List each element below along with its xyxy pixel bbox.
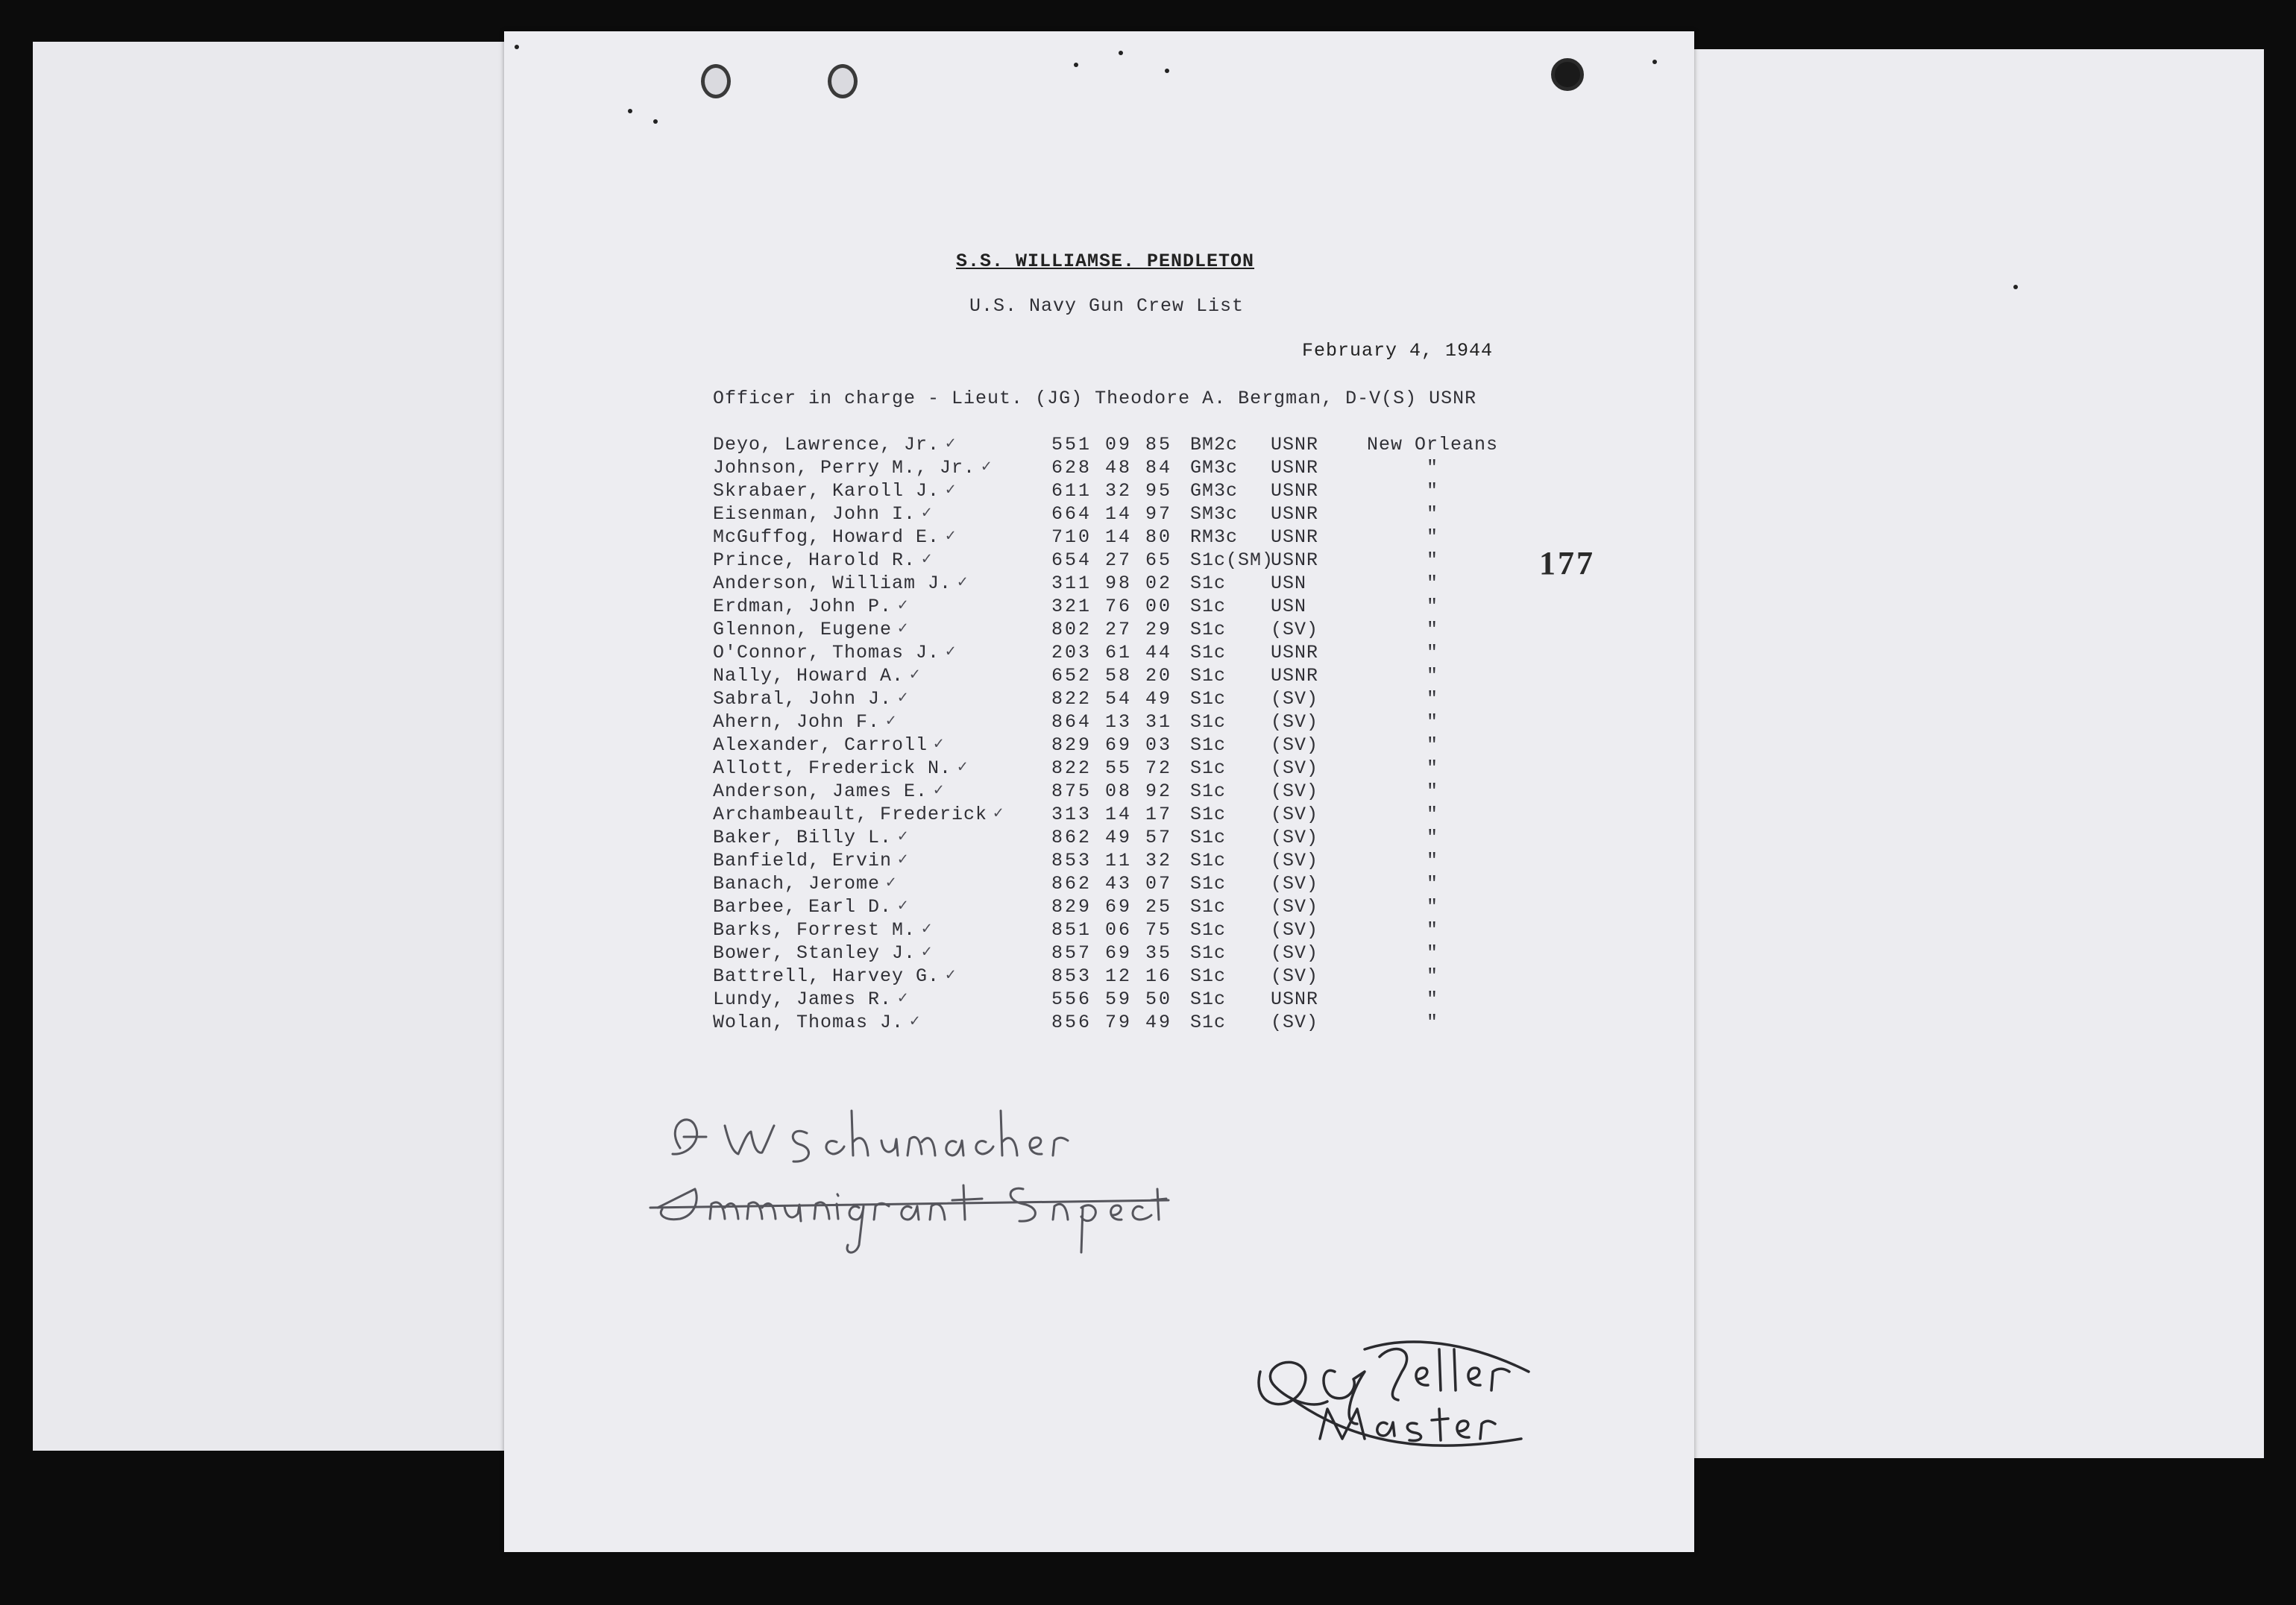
punch-hole [828, 64, 858, 98]
inspector-signature-graphic [635, 1096, 1172, 1260]
page-number: 177 [1539, 545, 1595, 581]
crew-service-number: 311 98 02 [1051, 573, 1173, 594]
crew-name: Prince, Harold R. [713, 549, 916, 571]
ship-title: S.S. WILLIAMSE. PENDLETON [956, 250, 1255, 272]
crew-service-number: 853 11 32 [1051, 850, 1173, 871]
crew-rating: S1c [1190, 988, 1227, 1010]
crew-service: USNR [1271, 480, 1319, 502]
scan-speck [653, 119, 658, 124]
crew-rating: S1c [1190, 804, 1227, 825]
crew-service: USNR [1271, 665, 1319, 687]
crew-service: (SV) [1271, 919, 1319, 941]
crew-service-number: 822 55 72 [1051, 757, 1173, 779]
crew-service: (SV) [1271, 896, 1319, 918]
crew-service-number: 829 69 25 [1051, 896, 1173, 918]
crew-name: Archambeault, Frederick [713, 804, 988, 825]
crew-rating: GM3c [1190, 480, 1239, 502]
check-mark-icon: ✓ [898, 619, 909, 638]
crew-name: Banfield, Ervin [713, 850, 893, 871]
crew-service: (SV) [1271, 781, 1319, 802]
crew-service: USN [1271, 573, 1307, 594]
crew-rating: S1c [1190, 896, 1227, 918]
list-subtitle: U.S. Navy Gun Crew List [969, 295, 1245, 317]
check-mark-icon: ✓ [981, 458, 993, 476]
crew-service-number: 611 32 95 [1051, 480, 1173, 502]
crew-rating: S1c [1190, 711, 1227, 733]
crew-service-number: 556 59 50 [1051, 988, 1173, 1010]
crew-service: (SV) [1271, 1012, 1319, 1033]
crew-service: USNR [1271, 434, 1319, 455]
scan-speck [1074, 63, 1078, 67]
crew-service: (SV) [1271, 804, 1319, 825]
crew-name: McGuffog, Howard E. [713, 526, 940, 548]
master-signature [1245, 1327, 1544, 1480]
crew-rating: S1c [1190, 757, 1227, 779]
crew-service-number: 864 13 31 [1051, 711, 1173, 733]
crew-port: " [1426, 665, 1438, 687]
crew-rating: S1c [1190, 619, 1227, 640]
crew-service: USNR [1271, 526, 1319, 548]
crew-rating: S1c [1190, 665, 1227, 687]
list-date: February 4, 1944 [1302, 340, 1494, 362]
crew-rating: S1c [1190, 850, 1227, 871]
crew-port: " [1426, 526, 1438, 548]
crew-rating: SM3c [1190, 503, 1239, 525]
crew-service: (SV) [1271, 827, 1319, 848]
crew-service: (SV) [1271, 850, 1319, 871]
crew-name: Anderson, William J. [713, 573, 952, 594]
crew-name: Lundy, James R. [713, 988, 893, 1010]
crew-name: Bower, Stanley J. [713, 942, 916, 964]
crew-name: Barks, Forrest M. [713, 919, 916, 941]
crew-service: USN [1271, 596, 1307, 617]
crew-rating: S1c [1190, 642, 1227, 663]
crew-port: " [1426, 827, 1438, 848]
crew-service-number: 710 14 80 [1051, 526, 1173, 548]
crew-service-number: 853 12 16 [1051, 965, 1173, 987]
crew-service-number: 851 06 75 [1051, 919, 1173, 941]
officer-in-charge: Officer in charge - Lieut. (JG) Theodore A. Bergman, D-V(S) USNR [713, 388, 1477, 409]
crew-rating: BM2c [1190, 434, 1239, 455]
crew-name: Erdman, John P. [713, 596, 893, 617]
crew-name: Johnson, Perry M., Jr. [713, 457, 976, 479]
check-mark-icon: ✓ [898, 596, 909, 615]
check-mark-icon: ✓ [910, 1012, 921, 1031]
crew-service-number: 203 61 44 [1051, 642, 1173, 663]
crew-service-number: 313 14 17 [1051, 804, 1173, 825]
scan-speck [1165, 69, 1169, 73]
crew-rating: S1c [1190, 596, 1227, 617]
crew-service-number: 654 27 65 [1051, 549, 1173, 571]
check-mark-icon: ✓ [946, 643, 957, 661]
crew-name: Alexander, Carroll [713, 734, 928, 756]
crew-port: " [1426, 757, 1438, 779]
crew-service: (SV) [1271, 965, 1319, 987]
crew-port: " [1426, 596, 1438, 617]
crew-service-number: 822 54 49 [1051, 688, 1173, 710]
crew-service-number: 652 58 20 [1051, 665, 1173, 687]
crew-service: (SV) [1271, 688, 1319, 710]
crew-port: " [1426, 850, 1438, 871]
check-mark-icon: ✓ [922, 504, 933, 523]
crew-rating: RM3c [1190, 526, 1239, 548]
check-mark-icon: ✓ [946, 435, 957, 453]
background-sheet-left [33, 42, 510, 1451]
crew-service-number: 857 69 35 [1051, 942, 1173, 964]
crew-name: Allott, Frederick N. [713, 757, 952, 779]
scan-speck [1119, 51, 1123, 55]
crew-port: " [1426, 781, 1438, 802]
crew-service-number: 321 76 00 [1051, 596, 1173, 617]
crew-name: Sabral, John J. [713, 688, 893, 710]
crew-name: Wolan, Thomas J. [713, 1012, 905, 1033]
check-mark-icon: ✓ [934, 781, 945, 800]
crew-service-number: 628 48 84 [1051, 457, 1173, 479]
crew-name: Banach, Jerome [713, 873, 881, 895]
check-mark-icon: ✓ [922, 920, 933, 939]
check-mark-icon: ✓ [886, 874, 897, 892]
crew-name: Barbee, Earl D. [713, 896, 893, 918]
crew-service: (SV) [1271, 619, 1319, 640]
check-mark-icon: ✓ [886, 712, 897, 731]
crew-service: USNR [1271, 988, 1319, 1010]
scan-speck [515, 45, 519, 49]
scan-speck [628, 109, 632, 113]
crew-service: (SV) [1271, 873, 1319, 895]
check-mark-icon: ✓ [993, 804, 1004, 823]
crew-port: " [1426, 919, 1438, 941]
crew-service: (SV) [1271, 734, 1319, 756]
crew-port: " [1426, 942, 1438, 964]
crew-rating: S1c [1190, 688, 1227, 710]
check-mark-icon: ✓ [957, 573, 969, 592]
crew-name: Nally, Howard A. [713, 665, 905, 687]
crew-rating: S1c [1190, 1012, 1227, 1033]
crew-service-number: 802 27 29 [1051, 619, 1173, 640]
punch-hole [701, 64, 731, 98]
crew-port: New Orleans [1366, 434, 1499, 455]
check-mark-icon: ✓ [946, 966, 957, 985]
crew-service-number: 856 79 49 [1051, 1012, 1173, 1033]
crew-port: " [1426, 896, 1438, 918]
crew-service: USNR [1271, 549, 1319, 571]
crew-name: O'Connor, Thomas J. [713, 642, 940, 663]
crew-port: " [1426, 549, 1438, 571]
punch-hole [1551, 58, 1584, 91]
check-mark-icon: ✓ [898, 689, 909, 707]
crew-port: " [1426, 988, 1438, 1010]
check-mark-icon: ✓ [946, 527, 957, 546]
check-mark-icon: ✓ [898, 989, 909, 1008]
crew-rating: S1c [1190, 873, 1227, 895]
crew-service: USNR [1271, 503, 1319, 525]
crew-service-number: 551 09 85 [1051, 434, 1173, 455]
check-mark-icon: ✓ [922, 550, 933, 569]
crew-rating: S1c [1190, 781, 1227, 802]
crew-rating: S1c [1190, 734, 1227, 756]
scan-speck [2013, 285, 2018, 289]
crew-port: " [1426, 503, 1438, 525]
background-sheet-right [1684, 49, 2264, 1458]
check-mark-icon: ✓ [898, 897, 909, 915]
crew-service: (SV) [1271, 942, 1319, 964]
master-signature-graphic [1245, 1327, 1544, 1476]
crew-service: (SV) [1271, 757, 1319, 779]
crew-service: USNR [1271, 457, 1319, 479]
crew-name: Glennon, Eugene [713, 619, 893, 640]
crew-port: " [1426, 1012, 1438, 1033]
crew-rating: GM3c [1190, 457, 1239, 479]
crew-port: " [1426, 965, 1438, 987]
crew-port: " [1426, 734, 1438, 756]
crew-rating: S1c [1190, 965, 1227, 987]
crew-service-number: 875 08 92 [1051, 781, 1173, 802]
crew-rating: S1c(SM) [1190, 549, 1274, 571]
crew-service: (SV) [1271, 711, 1319, 733]
crew-rating: S1c [1190, 573, 1227, 594]
crew-rating: S1c [1190, 942, 1227, 964]
inspector-signature [635, 1096, 1172, 1264]
crew-name: Deyo, Lawrence, Jr. [713, 434, 940, 455]
check-mark-icon: ✓ [922, 943, 933, 962]
crew-port: " [1426, 457, 1438, 479]
check-mark-icon: ✓ [910, 666, 921, 684]
crew-rating: S1c [1190, 827, 1227, 848]
check-mark-icon: ✓ [957, 758, 969, 777]
crew-service-number: 664 14 97 [1051, 503, 1173, 525]
crew-port: " [1426, 573, 1438, 594]
check-mark-icon: ✓ [946, 481, 957, 499]
crew-name: Eisenman, John I. [713, 503, 916, 525]
crew-service-number: 862 43 07 [1051, 873, 1173, 895]
crew-name: Baker, Billy L. [713, 827, 893, 848]
crew-port: " [1426, 804, 1438, 825]
crew-port: " [1426, 711, 1438, 733]
scan-speck [1652, 60, 1657, 64]
crew-name: Ahern, John F. [713, 711, 881, 733]
check-mark-icon: ✓ [898, 827, 909, 846]
crew-port: " [1426, 873, 1438, 895]
crew-name: Skrabaer, Karoll J. [713, 480, 940, 502]
crew-name: Battrell, Harvey G. [713, 965, 940, 987]
crew-service-number: 862 49 57 [1051, 827, 1173, 848]
crew-port: " [1426, 619, 1438, 640]
crew-service: USNR [1271, 642, 1319, 663]
crew-rating: S1c [1190, 919, 1227, 941]
crew-name: Anderson, James E. [713, 781, 928, 802]
crew-port: " [1426, 480, 1438, 502]
check-mark-icon: ✓ [898, 851, 909, 869]
crew-service-number: 829 69 03 [1051, 734, 1173, 756]
crew-port: " [1426, 642, 1438, 663]
check-mark-icon: ✓ [934, 735, 945, 754]
crew-port: " [1426, 688, 1438, 710]
